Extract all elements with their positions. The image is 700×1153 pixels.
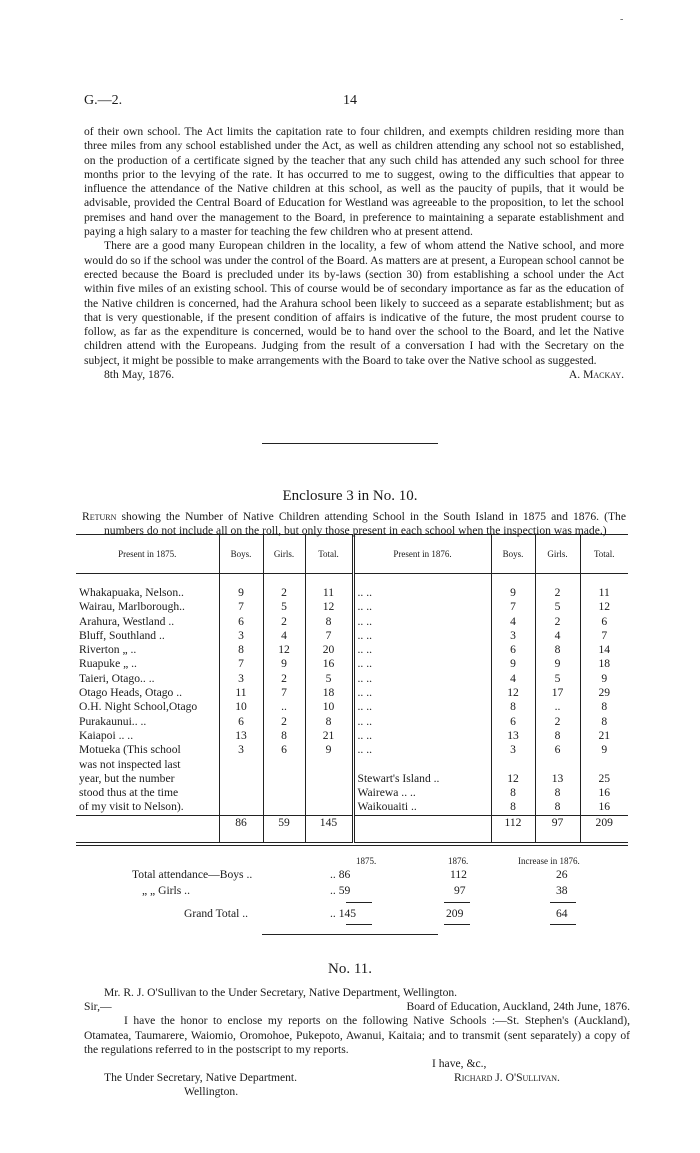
count-cell: 9 (491, 574, 535, 601)
sum-rule (346, 902, 372, 903)
count-cell: 3 (219, 743, 263, 757)
summary-value: 97 (454, 884, 466, 897)
count-cell: 2 (263, 715, 305, 729)
return-lead: Return (82, 510, 117, 523)
count-cell: 13 (219, 729, 263, 743)
count-cell: 13 (491, 729, 535, 743)
addressee-city: Wellington. (184, 1085, 239, 1099)
table-row (76, 715, 628, 729)
col-header: Present in 1875. (76, 535, 219, 574)
count-cell: 9 (535, 657, 580, 671)
count-cell (263, 758, 305, 772)
school-name-cell: .. .. (353, 686, 491, 700)
count-cell: 12 (263, 643, 305, 657)
school-name-cell: Wairau, Marlborough.. (76, 600, 219, 614)
count-cell: 2 (535, 615, 580, 629)
count-cell: 2 (263, 574, 305, 601)
summary-label: Grand Total .. (184, 907, 249, 920)
letter-body: I have the honor to enclose my reports on the following Native Schools :—St. Stephen's (Auckland), Otamatea, Taumarere, Waiomio, Oromohoe, Pukepoto, Awanui, Kaitaia; and to transmit (sent separately) a copy of the regulations referred to in the postscript to my reports. (84, 1014, 630, 1056)
count-cell: 8 (305, 615, 353, 629)
count-cell: 11 (305, 574, 353, 601)
col-header: Girls. (535, 535, 580, 574)
school-name-cell: .. .. (353, 600, 491, 614)
school-name-cell: Bluff, Southland .. (76, 629, 219, 643)
summary-value: .. 145 (330, 907, 357, 920)
count-cell: 7 (305, 629, 353, 643)
count-cell: 4 (535, 629, 580, 643)
col-header: Present in 1876. (353, 535, 491, 574)
summary-col-head: 1875. (356, 856, 377, 866)
count-cell: 2 (535, 715, 580, 729)
count-cell: 21 (305, 729, 353, 743)
count-cell: 8 (491, 700, 535, 714)
return-text: showing the Number of Native Children attending School in the South Island in 1875 and 1876. (The numbers do not include all on the roll, but only those present in each school when the inspection was made.) (104, 510, 626, 538)
school-name-cell: year, but the number (76, 772, 219, 786)
count-cell: 5 (535, 600, 580, 614)
summary-value: 112 (450, 868, 467, 881)
school-name-cell: Riverton „ .. (76, 643, 219, 657)
count-cell: 18 (305, 686, 353, 700)
count-cell (263, 800, 305, 815)
count-cell: 21 (598, 728, 611, 742)
addressee-city-line (84, 1085, 630, 1099)
letter-no11 (84, 986, 630, 1099)
paragraph: of their own school. The Act limits the capitation rate to four children, and exempts children residing more than three miles from any school established under the Act, as well as children attending any school not so established, on the production of a certificate signed by the teacher that any such child has attended any such school for three months prior to the levying of the rate. It has occurred to me to suggest, owing to the difficulties that appear to influence the attendance of the Native children at this school, as well as the paucity of pupils, that it would be advisable, provided the Central Board of Education for Westland was agreeable to the proposition, to let the school premises and hand over the management to the Board, in preference to maintaining a separate establishment and paying a high salary to a master for teaching the few children who at present attend. (84, 125, 624, 239)
count-cell: 6 (491, 715, 535, 729)
count-cell: 8 (535, 643, 580, 657)
document-code: G.—2. (84, 93, 123, 108)
count-cell: 7 (219, 600, 263, 614)
table-row (76, 574, 628, 601)
school-name-cell: of my visit to Nelson). (76, 800, 219, 815)
table-row (76, 743, 628, 757)
count-cell (219, 772, 263, 786)
table-row (76, 772, 628, 786)
count-cell: 4 (491, 672, 535, 686)
count-cell: 12 (598, 600, 611, 614)
sum-rule (550, 902, 576, 903)
table-row (76, 629, 628, 643)
total-cell (76, 815, 219, 842)
count-cell: 8 (491, 786, 535, 800)
school-name-cell: .. .. (353, 743, 491, 757)
count-cell: 20 (305, 643, 353, 657)
table-row (76, 657, 628, 671)
count-cell: 6 (219, 615, 263, 629)
table-row (76, 672, 628, 686)
count-cell: 10 (219, 700, 263, 714)
count-cell (263, 786, 305, 800)
count-cell: 7 (491, 600, 535, 614)
count-cell: 6 (601, 614, 608, 628)
count-cell: 2 (535, 574, 580, 601)
school-name-cell: Whakapuaka, Nelson.. (76, 574, 219, 601)
school-name-cell: Waikouaiti .. (353, 800, 491, 815)
attendance-table (76, 534, 628, 843)
count-cell: 6 (491, 643, 535, 657)
section-no11-title: No. 11. (327, 961, 373, 977)
count-cell (305, 758, 353, 772)
salutation: Sir,— (84, 1000, 112, 1014)
count-cell: 9 (219, 574, 263, 601)
total-cell: 97 (535, 815, 580, 842)
section-divider (262, 934, 438, 935)
count-cell (491, 758, 535, 772)
school-name-cell: Motueka (This school (76, 743, 219, 757)
count-cell: 3 (491, 629, 535, 643)
count-cell: 12 (305, 600, 353, 614)
count-cell: 12 (491, 772, 535, 786)
enclosure-title: Enclosure 3 in No. 10. (282, 488, 418, 504)
signature: Richard J. O'Sullivan. (454, 1071, 560, 1085)
total-cell: 112 (491, 815, 535, 842)
count-cell: 8 (305, 715, 353, 729)
count-cell (305, 772, 353, 786)
table-bottom-rule (76, 845, 628, 846)
paragraph: There are a good many European children in the locality, a few of whom attend the Native school, and more would do so if the school was under the control of the Board. As matters are at present, a European school cannot be erected because the Board is precluded under its by-laws (section 30) from establishing a school under the Act within five miles of an existing school. This of course would be of secondary importance as far as the education of the Native children is concerned, had the Arahura school been likely to succeed as a separate establishment; but as that is very questionable, if the present condition of affairs is indicative of the future, the most prudent course to follow, as far as the expenditure is concerned, would be to hand over the school to the Board, and let the Native children attend with the Europeans. Judging from the result of a conversation I had with the Secretary on the subject, it might be possible to make arrangements with the Board to take over the Native school as suggested. (84, 239, 624, 367)
school-name-cell: .. .. (353, 672, 491, 686)
summary-label: Total attendance—Boys .. (132, 868, 253, 881)
school-name-cell: .. .. (353, 657, 491, 671)
count-cell (305, 786, 353, 800)
count-cell: 8 (491, 800, 535, 815)
table-row (76, 615, 628, 629)
summary-value: 64 (556, 907, 568, 920)
count-cell: 8 (219, 643, 263, 657)
school-name-cell: Ruapuke „ .. (76, 657, 219, 671)
totals-row (76, 815, 628, 842)
count-cell: 11 (598, 586, 610, 599)
total-cell (353, 815, 491, 842)
count-cell: .. (535, 700, 580, 714)
count-cell: 8 (601, 714, 608, 728)
summary-label: „ „ Girls .. (142, 884, 190, 897)
table-body (76, 574, 628, 843)
count-cell (305, 800, 353, 815)
summary-col-head: Increase in 1876. (518, 856, 580, 866)
school-name-cell: .. .. (353, 715, 491, 729)
count-cell (219, 800, 263, 815)
col-header: Boys. (219, 535, 263, 574)
table-row (76, 686, 628, 700)
count-cell: 7 (219, 657, 263, 671)
count-cell: 3 (219, 629, 263, 643)
table-row (76, 643, 628, 657)
school-name-cell: Otago Heads, Otago .. (76, 686, 219, 700)
summary-value: .. 86 (330, 868, 351, 881)
signoff-name: A. Mackay. (568, 368, 624, 382)
col-header: Total. (580, 535, 628, 574)
count-cell: 10 (305, 700, 353, 714)
count-cell: 11 (219, 686, 263, 700)
count-cell: 8 (601, 700, 608, 714)
total-cell: 59 (263, 815, 305, 842)
addressee: The Under Secretary, Native Department. (104, 1071, 298, 1085)
summary-value: .. 59 (330, 884, 351, 897)
count-cell: 8 (535, 729, 580, 743)
school-name-cell: Kaiapoi .. .. (76, 729, 219, 743)
school-name-cell: .. .. (353, 574, 491, 601)
summary-value: 38 (556, 884, 568, 897)
letter-address: Board of Education, Auckland, 24th June, 1876. (406, 1000, 630, 1014)
count-cell: 5 (535, 672, 580, 686)
count-cell: 7 (601, 628, 608, 642)
col-header: Total. (305, 535, 353, 574)
school-name-cell: Wairewa .. .. (353, 786, 491, 800)
signoff (84, 368, 624, 382)
school-name-cell: Purakaunui.. .. (76, 715, 219, 729)
school-name-cell (353, 758, 491, 772)
page-header (84, 93, 616, 111)
count-cell: 3 (491, 743, 535, 757)
school-name-cell: Arahura, Westland .. (76, 615, 219, 629)
count-cell: 25 (598, 771, 611, 785)
salutation-line (84, 1000, 630, 1014)
letter-body-continued (84, 125, 624, 382)
count-cell: 12 (491, 686, 535, 700)
total-cell: 209 (580, 815, 628, 842)
count-cell: 13 (535, 772, 580, 786)
col-header: Boys. (491, 535, 535, 574)
school-name-cell: .. .. (353, 700, 491, 714)
section-divider (262, 443, 438, 444)
count-cell: 18 (598, 657, 611, 671)
summary-value: 209 (446, 907, 464, 920)
table-row (76, 800, 628, 815)
sum-rule (444, 902, 470, 903)
sum-rule (444, 924, 470, 925)
school-name-cell: was not inspected last (76, 758, 219, 772)
sum-rule (346, 924, 372, 925)
table-row (76, 700, 628, 714)
count-cell (219, 758, 263, 772)
count-cell: 2 (263, 615, 305, 629)
school-name-cell: Stewart's Island .. (353, 772, 491, 786)
from-line: Mr. R. J. O'Sullivan to the Under Secretary, Native Department, Wellington. (104, 986, 458, 999)
sum-rule (550, 924, 576, 925)
count-cell: 9 (601, 743, 608, 757)
count-cell: 16 (598, 800, 611, 814)
count-cell: 29 (598, 686, 611, 700)
count-cell: 6 (263, 743, 305, 757)
summary-col-head: 1876. (448, 856, 469, 866)
table-row (76, 758, 628, 772)
page-number: 14 (343, 93, 357, 108)
count-cell (263, 772, 305, 786)
closing-line (84, 1057, 630, 1071)
count-cell: 2 (263, 672, 305, 686)
addressee-line (84, 1071, 630, 1085)
school-name-cell: stood thus at the time (76, 786, 219, 800)
count-cell (219, 786, 263, 800)
count-cell: 4 (491, 615, 535, 629)
count-cell: 6 (535, 743, 580, 757)
count-cell: .. (263, 700, 305, 714)
count-cell: 9 (601, 671, 608, 685)
count-cell: 16 (305, 657, 353, 671)
count-cell: 8 (263, 729, 305, 743)
count-cell: 7 (263, 686, 305, 700)
count-cell: 9 (263, 657, 305, 671)
table-row (76, 600, 628, 614)
count-cell: 8 (535, 800, 580, 815)
count-cell: 5 (305, 672, 353, 686)
count-cell: 9 (491, 657, 535, 671)
total-cell: 145 (305, 815, 353, 842)
margin-mark: - (620, 14, 624, 25)
col-header: Girls. (263, 535, 305, 574)
table-row (76, 729, 628, 743)
closing: I have, &c., (432, 1057, 487, 1071)
count-cell: 16 (598, 786, 611, 800)
count-cell (535, 758, 580, 772)
school-name-cell: .. .. (353, 615, 491, 629)
count-cell: 4 (263, 629, 305, 643)
count-cell: 8 (535, 786, 580, 800)
count-cell: 6 (219, 715, 263, 729)
count-cell: 14 (598, 643, 611, 657)
total-cell: 86 (219, 815, 263, 842)
school-name-cell: O.H. Night School,Otago (76, 700, 219, 714)
school-name-cell: Taieri, Otago.. .. (76, 672, 219, 686)
count-cell: 17 (535, 686, 580, 700)
count-cell: 9 (305, 743, 353, 757)
table-header-row (76, 535, 628, 574)
summary-value: 26 (556, 868, 568, 881)
school-name-cell: .. .. (353, 643, 491, 657)
count-cell: 5 (263, 600, 305, 614)
table-row (76, 786, 628, 800)
school-name-cell: .. .. (353, 629, 491, 643)
count-cell (580, 758, 628, 772)
count-cell: 3 (219, 672, 263, 686)
school-name-cell: .. .. (353, 729, 491, 743)
signoff-date: 8th May, 1876. (104, 368, 175, 382)
